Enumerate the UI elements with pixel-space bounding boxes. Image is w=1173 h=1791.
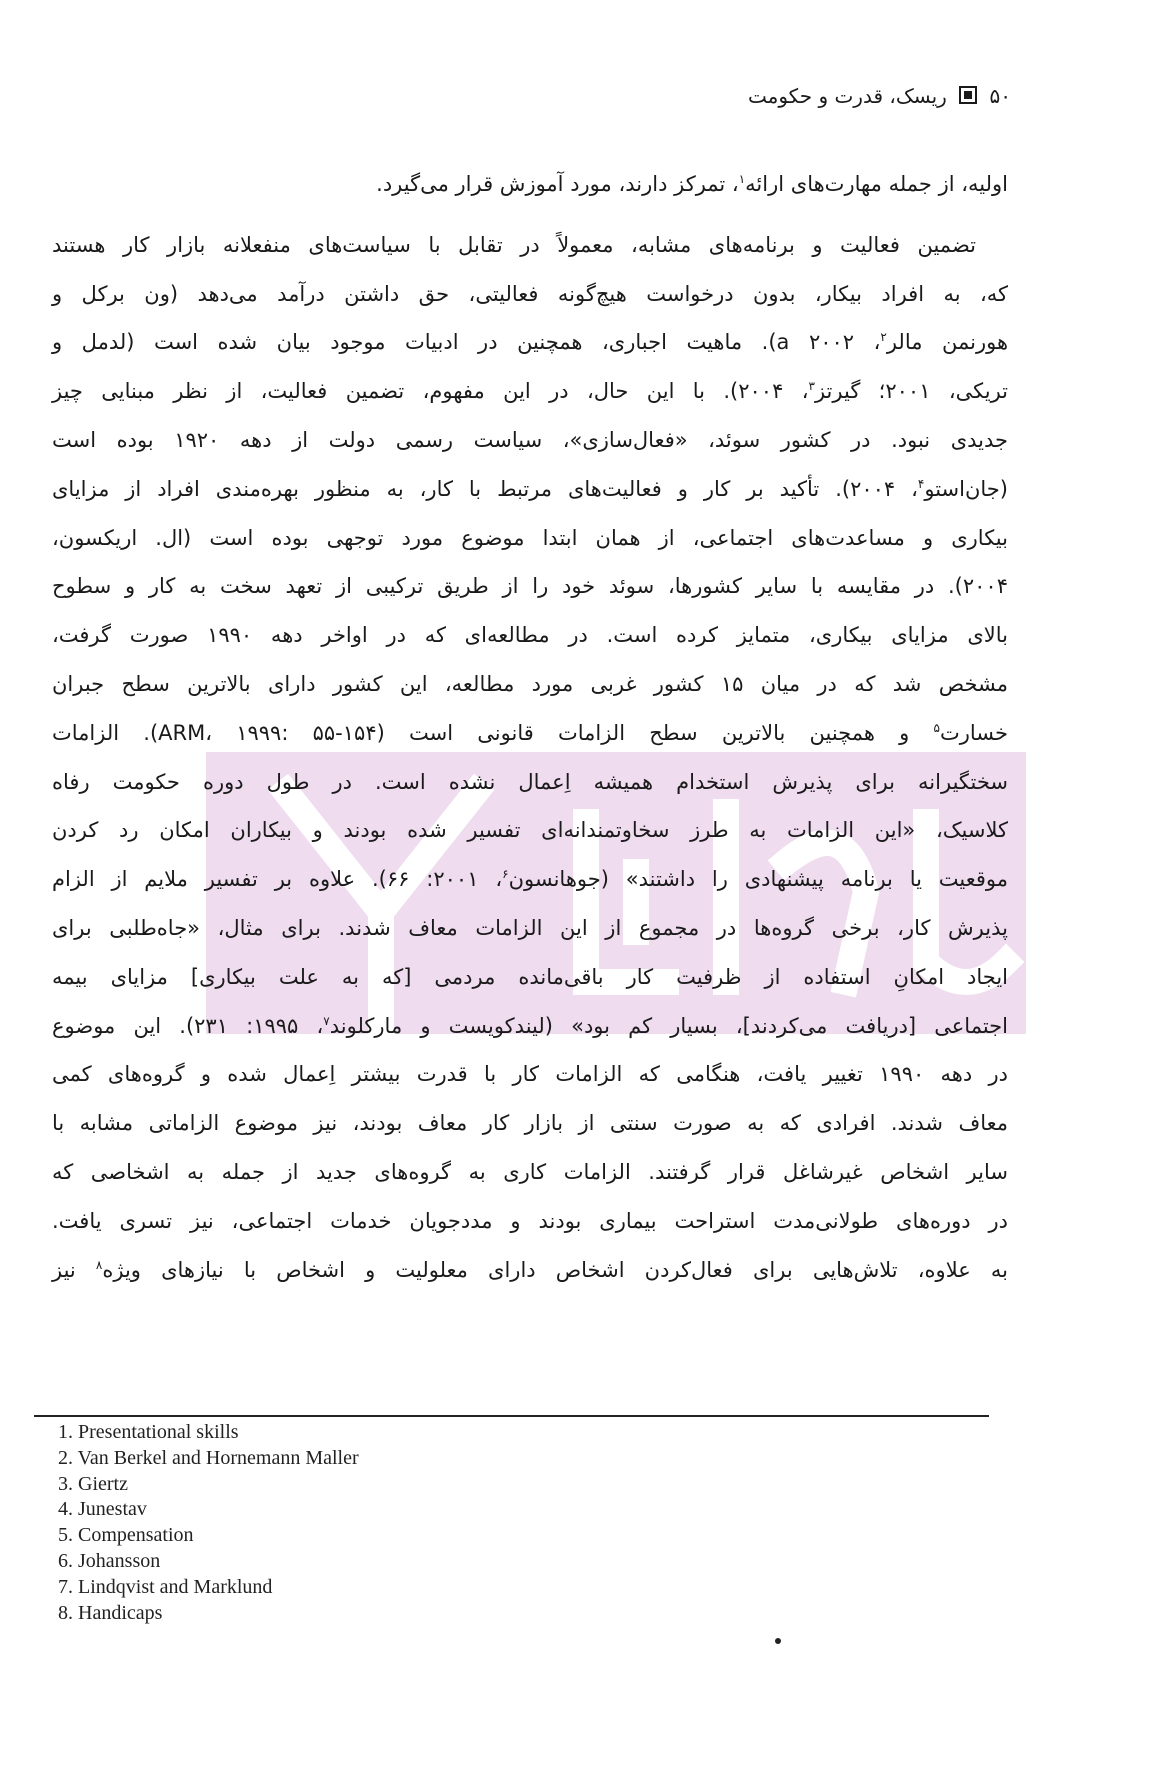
- text-segment: ، ۱۹۹۵: ۲۳۱). این موضوع: [52, 1013, 324, 1038]
- text-line: [52, 465, 1008, 514]
- text-segment: نیز: [52, 1257, 96, 1282]
- text-segment: اجتماعی [دریافت می‌کردند]، بسیار کم بود» (لیندکویست و مارکلوند: [329, 1013, 1008, 1038]
- text-line: [52, 367, 1008, 416]
- text-segment: بیکاری و مساعدت‌های اجتماعی، از همان ابتدا موضوع مورد توجهی بوده است (ال. اریکسون،: [52, 525, 1008, 550]
- text-line: [52, 270, 1008, 319]
- footnote-marker[interactable]: ۲: [880, 330, 887, 345]
- footnote-marker[interactable]: ۱: [738, 172, 746, 186]
- footnote-item: 4. Junestav: [58, 1498, 147, 1521]
- text-segment: تریکی، ۲۰۰۱؛ گیرتز: [814, 379, 1008, 404]
- text-segment: در دهه ۱۹۹۰ تغییر یافت، هنگامی که الزامات کار با قدرت بیشتر اِعمال شده و گروه‌های کمی: [52, 1062, 1009, 1087]
- text-line: [52, 1050, 1008, 1099]
- footnote-item: 1. Presentational skills: [58, 1421, 239, 1443]
- text-segment: جدیدی نبود. در کشور سوئد، «فعال‌سازی»، سیاست رسمی دولت از دهه ۱۹۲۰ بوده است: [52, 427, 1008, 452]
- text-segment: در دوره‌های طولانی‌مدت استراحت بیماری بودند و مددجویان خدمات اجتماعی، نیز تسری یافت.: [52, 1208, 1008, 1233]
- text-line: [52, 1148, 1008, 1197]
- footnote-item: 3. Giertz: [58, 1472, 128, 1495]
- square-bullet-icon: [959, 86, 977, 104]
- text-line: [52, 514, 1008, 563]
- text-line: [52, 806, 1008, 855]
- text-line: [52, 855, 1008, 904]
- text-segment: هورنمن مالر: [886, 330, 1009, 355]
- text-segment: ایجاد امکانِ استفاده از ظرفیت کار باقی‌مانده مردمی [که به علت بیکاری] مزایای بیمه: [52, 964, 1008, 989]
- text-line: [52, 953, 1008, 1002]
- text-segment: اولیه، از جمله مهارت‌های ارائه: [745, 172, 1008, 196]
- text-segment: که، به افراد بیکار، بدون درخواست هیچ‌گونه فعالیتی، حق داشتن درآمد می‌دهد (ون برکل و: [52, 281, 1008, 306]
- text-line: [52, 562, 1008, 611]
- footnote-marker[interactable]: ۸: [95, 1257, 103, 1272]
- text-line: [52, 160, 1008, 209]
- footnote-item: 8. Handicaps: [58, 1601, 163, 1624]
- text-line: [52, 1099, 1008, 1148]
- text-line: [52, 1246, 1008, 1295]
- text-line: [52, 904, 1008, 953]
- text-segment: خسارت: [939, 720, 1008, 745]
- text-line: [52, 221, 1008, 270]
- footnote-item: 2. Van Berkel and Hornemann Maller: [58, 1446, 359, 1469]
- running-header: [748, 84, 1011, 108]
- book-title: ریسک، قدرت و حکومت: [748, 84, 947, 108]
- text-segment: بالای مزایای بیکاری، متمایز کرده است. در مطالعه‌ای که در اواخر دهه ۱۹۹۰ صورت گرفت،: [52, 623, 1008, 648]
- text-segment: و همچنین بالاترین سطح الزامات قانونی است (ARM، ۱۹۹۹: ۵۵-۱۵۴). الزامات: [52, 720, 934, 745]
- text-line: [52, 758, 1008, 807]
- text-segment: مشخص شد که در میان ۱۵ کشور غربی مورد مطالعه، این کشور دارای بالاترین سطح جبران: [52, 671, 1008, 696]
- text-segment: سایر اشخاص غیرشاغل قرار گرفتند. الزامات کاری به گروه‌های جدید از جمله به اشخاصی که: [52, 1159, 1008, 1184]
- text-segment: ۲۰۰۴). در مقایسه با سایر کشورها، سوئد خود را از طریق ترکیبی از تعهد سخت به کار و سطوح: [52, 574, 1008, 599]
- scan-speck: [775, 1638, 781, 1644]
- text-segment: سختگیرانه برای پذیرش استخدام همیشه اِعمال نشده است. در طول دوره حکومت رفاه: [52, 769, 1008, 794]
- text-segment: پذیرش کار، برخی گروه‌ها در مجموع از این الزامات معاف شدند. برای مثال، «جاه‌طلبی برای: [52, 915, 1008, 940]
- text-segment: ، ۲۰۰۲ a). ماهیت اجباری، همچنین در ادبیات موجود بیان شده است (لدمل و: [52, 330, 881, 355]
- footnote-marker[interactable]: ۶: [502, 867, 509, 882]
- text-segment: (جان‌استو: [924, 476, 1008, 501]
- footnote-divider: [34, 1415, 989, 1417]
- text-segment: ، تمرکز دارند، مورد آموزش قرار می‌گیرد.: [376, 172, 739, 196]
- footnote-marker[interactable]: ۵: [933, 720, 940, 735]
- footnote-item: 6. Johansson: [58, 1549, 161, 1572]
- text-segment: به علاوه، تلاش‌هایی برای فعال‌کردن اشخاص دارای معلولیت و اشخاص با نیازهای ویژه: [102, 1257, 1008, 1282]
- footnote-marker[interactable]: ۷: [323, 1013, 330, 1028]
- text-segment: کلاسیک، «این الزامات به طرز سخاوتمندانه‌ای تفسیر شده بودند و بیکاران امکان رد کردن: [52, 818, 1008, 843]
- footnote-item: 7. Lindqvist and Marklund: [58, 1575, 273, 1598]
- text-line: [52, 1197, 1008, 1246]
- text-line: [52, 1002, 1008, 1051]
- footnote-item: 5. Compensation: [58, 1524, 194, 1547]
- text-line: [52, 709, 1008, 758]
- text-segment: ، ۲۰۰۴). تأکید بر کار و فعالیت‌های مرتبط با کار، به منظور بهره‌مندی افراد از مزایای: [52, 476, 918, 501]
- text-line: [52, 416, 1008, 465]
- text-segment: تضمین فعالیت و برنامه‌های مشابه، معمولاً در تقابل با سیاست‌های منفعلانه بازار کار هستند: [52, 232, 976, 257]
- footnote-marker[interactable]: ۴: [917, 476, 925, 491]
- page-number: ۵۰: [989, 84, 1011, 108]
- text-line: [52, 611, 1008, 660]
- text-line: [52, 660, 1008, 709]
- text-segment: ، ۲۰۰۱: ۶۶). علاوه بر تفسیر ملایم از الزام: [52, 867, 503, 892]
- footnote-marker[interactable]: ۳: [808, 379, 815, 394]
- text-segment: ، ۲۰۰۴). با این حال، در این مفهوم، تضمین فعالیت، از نظر مبنایی چیز: [52, 379, 809, 404]
- text-line: [52, 318, 1008, 367]
- text-segment: معاف شدند. افرادی که به صورت سنتی از بازار کار معاف بودند، نیز موضوع الزاماتی مشابه با: [52, 1111, 1008, 1136]
- text-segment: موقعیت یا برنامه پیشنهادی را داشتند» (جوهانسون: [508, 867, 1009, 892]
- footnotes: [58, 1420, 359, 1626]
- main-text: [52, 160, 1008, 1294]
